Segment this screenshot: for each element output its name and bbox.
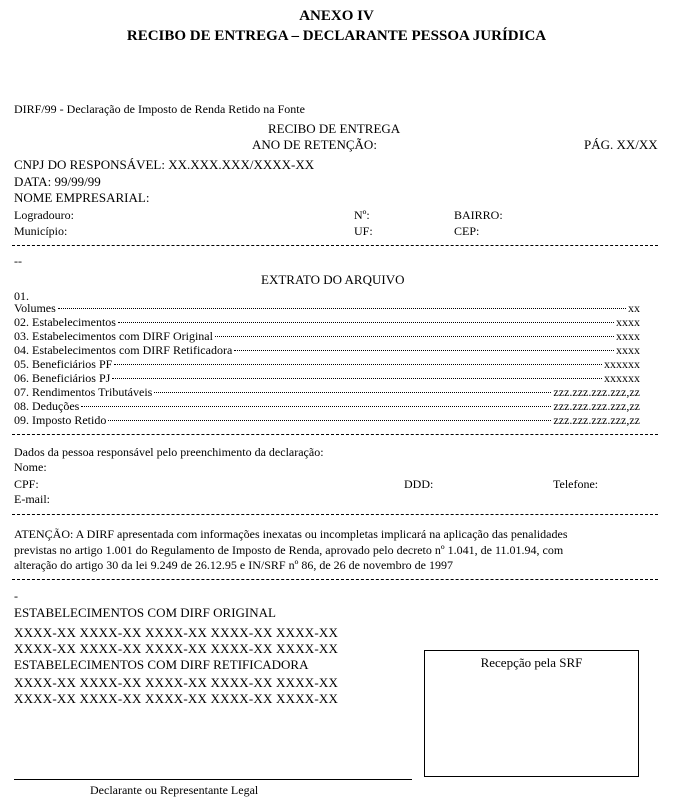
original-title: ESTABELECIMENTOS COM DIRF ORIGINAL	[14, 605, 276, 620]
phone-label: Telefone:	[553, 477, 599, 491]
extract-row-label: 04. Estabelecimentos com DIRF Retificadora	[14, 343, 233, 357]
reception-label: Recepção pela SRF	[480, 655, 583, 670]
company-label: NOME EMPRESARIAL:	[14, 190, 150, 205]
extract-row-value: xxxx	[616, 315, 640, 329]
page-number: PÁG. XX/XX	[584, 137, 658, 152]
notice-line: ATENÇÃO: A DIRF apresentada com informações inexatas ou incompletas implicará na aplicação das penalidades	[14, 527, 568, 541]
extract-title: EXTRATO DO ARQUIVO	[261, 272, 405, 287]
notice-line: alteração do artigo 30 da lei 9.249 de 26.12.95 e IN/SRF nº 86, de 26 de novembro de 1997	[14, 558, 453, 572]
number-label: Nº:	[354, 208, 370, 222]
extract-row-value: xxxx	[616, 329, 640, 343]
extract-row-value: xxxxxx	[604, 371, 640, 385]
street-label: Logradouro:	[14, 208, 74, 222]
extract-row-value: xx	[628, 301, 640, 315]
extract-row-label: 07. Rendimentos Tributáveis	[14, 385, 153, 399]
cnpj-line: CNPJ DO RESPONSÁVEL: XX.XXX.XXX/XXXX-XX	[14, 157, 315, 172]
dot-leader	[215, 336, 614, 337]
extract-row	[14, 400, 640, 413]
date-line: DATA: 99/99/99	[14, 174, 101, 189]
extract-row	[14, 372, 640, 385]
original-codes: XXXX-XX XXXX-XX XXXX-XX XXXX-XX XXXX-XX	[14, 625, 339, 640]
extract-row	[14, 302, 640, 315]
annex-title: ANEXO IV	[299, 8, 374, 24]
divider	[12, 245, 658, 246]
dot-leader	[118, 322, 614, 323]
extract-row-label: 03. Estabelecimentos com DIRF Original	[14, 329, 213, 343]
reception-box	[424, 650, 639, 777]
city-label: Município:	[14, 224, 68, 238]
dot-leader	[108, 420, 551, 421]
dot-leader	[154, 392, 551, 393]
extract-row	[14, 330, 640, 343]
cpf-label: CPF:	[14, 477, 39, 491]
district-label: BAIRRO:	[454, 208, 503, 222]
rectifying-codes: XXXX-XX XXXX-XX XXXX-XX XXXX-XX XXXX-XX	[14, 675, 339, 690]
state-label: UF:	[354, 224, 373, 238]
extract-row-label: 08. Deduções	[14, 399, 80, 413]
extract-row-value: xxxx	[616, 343, 640, 357]
extract-row-label: 09. Imposto Retido	[14, 413, 107, 427]
notice-line: previstas no artigo 1.001 do Regulamento de Imposto de Renda, aprovado pelo decreto nº 1.041, de 11.01.94, com	[14, 543, 564, 557]
extract-row-value: zzz.zzz.zzz.zzz,zz	[553, 385, 640, 399]
extract-row	[14, 316, 640, 329]
extract-row	[14, 344, 640, 357]
dirf-line: DIRF/99 - Declaração de Imposto de Renda Retido na Fonte	[14, 102, 305, 116]
extract-row-value: zzz.zzz.zzz.zzz,zz	[553, 413, 640, 427]
receipt-title: RECIBO DE ENTREGA	[268, 121, 401, 136]
rectifying-title: ESTABELECIMENTOS COM DIRF RETIFICADORA	[14, 657, 309, 672]
extract-row-label: 05. Beneficiários PF	[14, 357, 113, 371]
extract-row-label: 06. Beneficiários PJ	[14, 371, 111, 385]
document-title: RECIBO DE ENTREGA – DECLARANTE PESSOA JURÍDICA	[126, 28, 547, 44]
extract-row	[14, 414, 640, 427]
year-label: ANO DE RETENÇÃO:	[252, 137, 377, 152]
original-codes: XXXX-XX XXXX-XX XXXX-XX XXXX-XX XXXX-XX	[14, 641, 339, 656]
extract-row-value: xxxxxx	[604, 357, 640, 371]
divider	[12, 434, 658, 435]
signature-label: Declarante ou Representante Legal	[90, 783, 259, 797]
extract-row-label: Volumes	[14, 301, 56, 315]
extract-row-label: 02. Estabelecimentos	[14, 315, 116, 329]
divider	[12, 514, 658, 515]
dot-leader	[114, 364, 602, 365]
extract-row	[14, 358, 640, 371]
dash-mark: -	[14, 589, 18, 603]
divider	[12, 579, 658, 580]
ddd-label: DDD:	[404, 477, 434, 491]
dash-mark: --	[14, 254, 22, 268]
extract-row-value: zzz.zzz.zzz.zzz,zz	[553, 399, 640, 413]
dot-leader	[58, 308, 626, 309]
extract-row	[14, 386, 640, 399]
dot-leader	[112, 378, 602, 379]
responsible-heading: Dados da pessoa responsável pelo preenchimento da declaração:	[14, 445, 324, 459]
dot-leader	[234, 350, 614, 351]
rectifying-codes: XXXX-XX XXXX-XX XXXX-XX XXXX-XX XXXX-XX	[14, 691, 339, 706]
dot-leader	[81, 406, 551, 407]
name-label: Nome:	[14, 460, 47, 474]
signature-line	[14, 779, 412, 780]
zip-label: CEP:	[454, 224, 480, 238]
email-label: E-mail:	[14, 492, 50, 506]
extract-item-01: 01.	[14, 289, 29, 303]
